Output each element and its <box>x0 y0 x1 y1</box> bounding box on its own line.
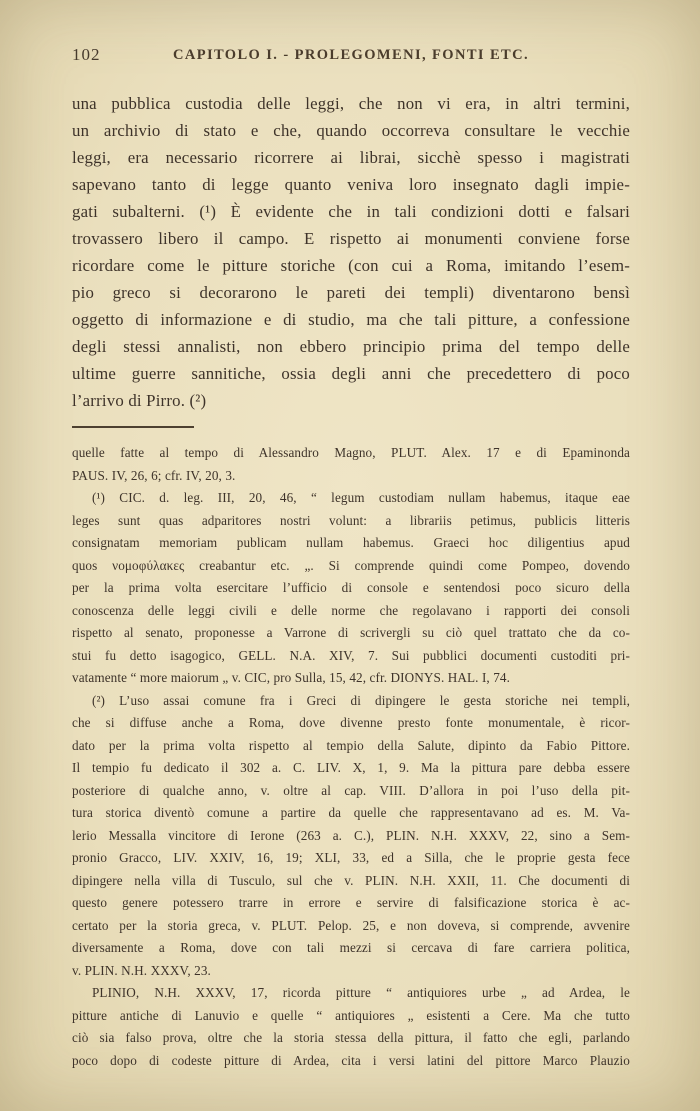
text-line: Il tempio fu dedicato il 302 a. C. LIV. X, 1, 9. Ma la pittura pare debba essere <box>72 760 630 775</box>
text-line: conoscenza delle leggi civili e delle norme che regolavano i rapporti dei consoli <box>72 602 630 618</box>
page-header <box>72 44 630 66</box>
text-line: PLINIO, N.H. XXXV, 17, ricorda pitture “ antiquiores urbe „ ad Ardea, le <box>92 985 630 1000</box>
text-line: pronio Gracco, LIV. XXIV, 16, 19; XLI, 33, ed a Silla, che le proprie gesta fece <box>72 850 630 865</box>
text-line: poco dopo di codeste pitture di Ardea, cita i versi latini del pittore Marco Plauzio <box>72 1052 630 1068</box>
text-line: dato per la prima volta rispetto al tempio della Salute, dipinto da Fabio Pittore. <box>72 737 630 753</box>
text-line: sapevano tanto di legge quanto veniva loro insegnato dagli impie- <box>72 175 630 194</box>
text-line: (²) L’uso assai comune fra i Greci di dipingere le gesta storiche nei templi, <box>92 692 630 708</box>
text-line: che si diffuse anche a Roma, dove divenne presto fonte monumentale, è ricor- <box>72 715 630 730</box>
footnote-1-paragraph <box>72 487 630 690</box>
text-line: v. PLIN. N.H. XXXV, 23. <box>72 962 211 978</box>
text-line: rispetto al senato, proponesse a Varrone di scrivergli su ciò quel trattato che da co- <box>72 625 630 640</box>
text-line: un archivio di stato e che, quando occorreva consultare le vecchie <box>72 121 630 140</box>
text-line: pitture antiche di Lanuvio e quelle “ antiquiores „ esistenti a Cere. Ma che tutto <box>72 1007 630 1023</box>
footnote-plinio-paragraph <box>72 982 630 1072</box>
text-line: per la prima volta esercitare l’ufficio di console e sentendosi poco sicuro della <box>72 580 630 595</box>
footnote-continuation-paragraph <box>72 442 630 487</box>
text-line: PAUS. IV, 26, 6; cfr. IV, 20, 3. <box>72 467 236 483</box>
chapter-running-title: CAPITOLO I. - PROLEGOMENI, FONTI ETC. <box>172 47 530 63</box>
text-line: ultime guerre sannitiche, ossia degli anni che precedettero di poco <box>72 364 630 383</box>
text-line: diversamente a Roma, dove con tali mezzi si cercava di fare carriera politica, <box>72 940 630 955</box>
text-line: posteriore di qualche anno, v. oltre al cap. VIII. D’allora in poi l’uso della pit- <box>72 782 630 798</box>
text-line: questo genere potessero trarre in errore e servire di falsificazione storica è ac- <box>72 895 630 910</box>
text-line: consignatam memoriam publicam nullam habemus. Graeci hoc diligentius apud <box>72 535 630 550</box>
text-line: l’arrivo di Pirro. (²) <box>72 391 207 410</box>
main-text-paragraph <box>72 90 630 414</box>
text-line: vatamente “ more maiorum „ v. CIC, pro Sulla, 15, 42, cfr. DIONYS. HAL. I, 74. <box>72 670 511 685</box>
text-line: lerio Messalla vincitore di Ierone (263 a. C.), PLIN. N.H. XXXV, 22, sino a Sem- <box>72 827 630 843</box>
text-line: trovassero libero il campo. E rispetto ai monumenti conviene forse <box>72 229 630 248</box>
text-line: quelle fatte al tempo di Alessandro Magno, PLUT. Alex. 17 e di Epaminonda <box>72 445 630 460</box>
page-number: 102 <box>72 45 101 64</box>
footnote-2-paragraph <box>72 690 630 983</box>
text-line: oggetto di informazione e di studio, ma che tali pitture, a confessione <box>72 310 630 329</box>
text-line: quos νομοφύλακες creabantur etc. „. Si comprende quindi come Pompeo, dovendo <box>72 557 630 573</box>
text-line: una pubblica custodia delle leggi, che non vi era, in altri termini, <box>72 94 630 113</box>
footnote-separator-rule <box>72 426 194 428</box>
footnotes-block <box>72 442 630 1072</box>
text-line: tura storica diventò comune a partire da quelle che rappresentavano ad es. M. Va- <box>72 805 630 820</box>
text-line: dipingere nella villa di Tusculo, sul che v. PLIN. N.H. XXII, 11. Che documenti di <box>72 872 630 888</box>
text-line: leggi, era necessario ricorrere ai librai, sicchè spesso i magistrati <box>72 148 630 167</box>
text-line: ciò sia falso prova, oltre che la storia stessa della pittura, il fatto che egli, parlando <box>72 1030 630 1045</box>
text-line: ricordare come le pitture storiche (con cui a Roma, imitando l’esem- <box>72 256 630 275</box>
text-line: gati subalterni. (¹) È evidente che in tali condizioni dotti e falsari <box>72 202 630 221</box>
text-line: leges sunt quas adparitores nostri volunt: a librariis petimus, publicis litteris <box>72 512 630 528</box>
text-line: stui fu detto isagogico, GELL. N.A. XIV, 7. Sui pubblici documenti custoditi pri- <box>72 647 630 663</box>
text-line: (¹) CIC. d. leg. III, 20, 46, “ legum custodiam nullam habemus, itaque eae <box>92 490 630 505</box>
text-line: degli stessi annalisti, non ebbero principio prima del tempo delle <box>72 337 630 356</box>
text-line: pio greco si decorarono le pareti dei templi) diventarono bensì <box>72 283 630 302</box>
text-line: certato per la storia greca, v. PLUT. Pelop. 25, e non doveva, si comprende, avvenire <box>72 917 630 933</box>
